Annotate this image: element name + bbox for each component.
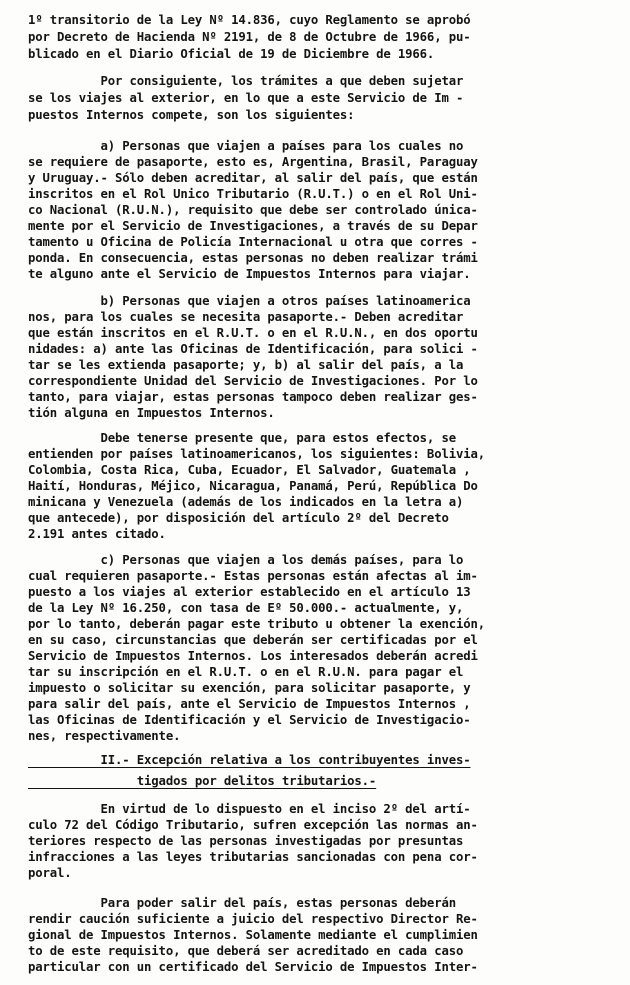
p6-line-7: Servicio de Impuestos Internos. Los interesados deberán acredi <box>28 649 478 663</box>
p3-line-3: y Uruguay.- Sólo deben acreditar, al salir del país, que están <box>28 171 478 185</box>
p7-line-3: teriores respecto de las personas investigadas por presuntas <box>28 834 464 848</box>
p6-line-11: las Oficinas de Identificación y el Servicio de Investigacio- <box>28 713 471 727</box>
p6-line-8: tar su inscripción en el R.U.T. o en el R.U.N. para pagar el <box>28 665 464 679</box>
p3-line-4: inscritos en el Rol Unico Tributario (R.U.T.) o en el Rol Uni- <box>28 187 478 201</box>
p4-line-6: correspondiente Unidad del Servicio de Investigaciones. Por lo <box>28 374 478 388</box>
p4-line-2: nos, para los cuales se necesita pasaporte.- Deben acreditar <box>28 310 464 324</box>
p7-line-4: infracciones a las leyes tributarias sancionadas con pena cor- <box>28 850 478 864</box>
p3-line-9: te alguno ante el Servicio de Impuestos Internos para viajar. <box>28 267 471 281</box>
p4-line-7: tanto, para viajar, estas personas tampoco deben realizar ges- <box>28 390 478 404</box>
p3-line-5: co Nacional (R.U.N.), requisito que debe ser controlado única- <box>28 203 478 217</box>
p8-line-1: Para poder salir del país, estas personas deberán <box>28 896 456 910</box>
p4-line-1: b) Personas que viajen a otros países latinoamerica <box>28 294 471 308</box>
p5-line-3: Colombia, Costa Rica, Cuba, Ecuador, El Salvador, Guatemala , <box>28 463 471 477</box>
p1-line-1: 1º transitorio de la Ley Nº 14.836, cuyo Reglamento se aprobó <box>28 13 471 27</box>
p6-line-10: para salir del país, ante el Servicio de Impuestos Internos , <box>28 697 471 711</box>
p8-line-5: particular con un certificado del Servicio de Impuestos Inter- <box>28 960 478 974</box>
p6-line-5: por lo tanto, deberán pagar este tributo u obtener la exención, <box>28 617 485 631</box>
p4-line-8: tión alguna en Impuestos Internos. <box>28 406 275 420</box>
p5-line-7: 2.191 antes citado. <box>28 527 166 541</box>
p8-line-4: to de este requisito, que deberá ser acreditado en cada caso <box>28 944 464 958</box>
p5-line-2: entienden por países latinoamericanos, los siguientes: Bolivia, <box>28 447 485 461</box>
p3-line-1: a) Personas que viajen a países para los cuales no <box>28 139 464 153</box>
p2-line-2: se los viajes al exterior, en lo que a este Servicio de Im - <box>28 91 464 105</box>
p6-line-4: de la Ley Nº 16.250, con tasa de Eº 50.000.- actualmente, y, <box>28 601 464 615</box>
p5-line-4: Haití, Honduras, Méjico, Nicaragua, Panamá, Perú, República Do <box>28 479 478 493</box>
p6-line-2: cual requieren pasaporte.- Estas personas están afectas al im- <box>28 569 478 583</box>
p1-line-3: blicado en el Diario Oficial de 19 de Diciembre de 1966. <box>28 47 435 61</box>
p4-line-4: nidades: a) ante las Oficinas de Identificación, para solici - <box>28 342 478 356</box>
p2-line-1: Por consiguiente, los trámites a que deben sujetar <box>28 74 464 88</box>
p2-line-3: puestos Internos compete, son los siguientes: <box>28 108 355 122</box>
p4-line-5: tar se les extienda pasaporte; y, b) al salir del país, a la <box>28 358 464 372</box>
p3-line-8: ponda. En consecuencia, estas personas no deben realizar trámi <box>28 251 478 265</box>
p1-line-2: por Decreto de Hacienda Nº 2191, de 8 de Octubre de 1966, pu- <box>28 30 471 44</box>
section-heading-line-1: II.- Excepción relativa a los contribuyentes inves- <box>28 753 471 767</box>
p8-line-3: gional de Impuestos Internos. Solamente mediante el cumplimien <box>28 928 478 942</box>
p6-line-3: puesto a los viajes al exterior establecido en el artículo 13 <box>28 585 471 599</box>
section-heading-line-2: tigados por delitos tributarios.- <box>28 774 377 788</box>
p6-line-6: en su caso, circunstancias que deberán ser certificadas por el <box>28 633 478 647</box>
p4-line-3: que están inscritos en el R.U.T. o en el R.U.N., en dos oportu <box>28 326 478 340</box>
p6-line-12: nes, respectivamente. <box>28 729 181 743</box>
p3-line-2: se requiere de pasaporte, esto es, Argentina, Brasil, Paraguay <box>28 155 478 169</box>
p6-line-1: c) Personas que viajen a los demás países, para lo <box>28 553 464 567</box>
p3-line-7: tamento u Oficina de Policía Internacional u otra que corres - <box>28 235 478 249</box>
p8-line-2: rendir caución suficiente a juicio del respectivo Director Re- <box>28 912 478 926</box>
p7-line-1: En virtud de lo dispuesto en el inciso 2º del artí- <box>28 802 471 816</box>
p5-line-5: minicana y Venezuela (además de los indicados en la letra a) <box>28 495 464 509</box>
p5-line-6: que antecede), por disposición del artículo 2º del Decreto <box>28 511 449 525</box>
p7-line-2: culo 72 del Código Tributario, sufren excepción las normas an- <box>28 818 478 832</box>
p6-line-9: impuesto o solicitar su exención, para solicitar pasaporte, y <box>28 681 471 695</box>
p3-line-6: mente por el Servicio de Investigaciones, a través de su Depar <box>28 219 478 233</box>
p5-line-1: Debe tenerse presente que, para estos efectos, se <box>28 431 456 445</box>
p7-line-5: poral. <box>28 866 72 880</box>
